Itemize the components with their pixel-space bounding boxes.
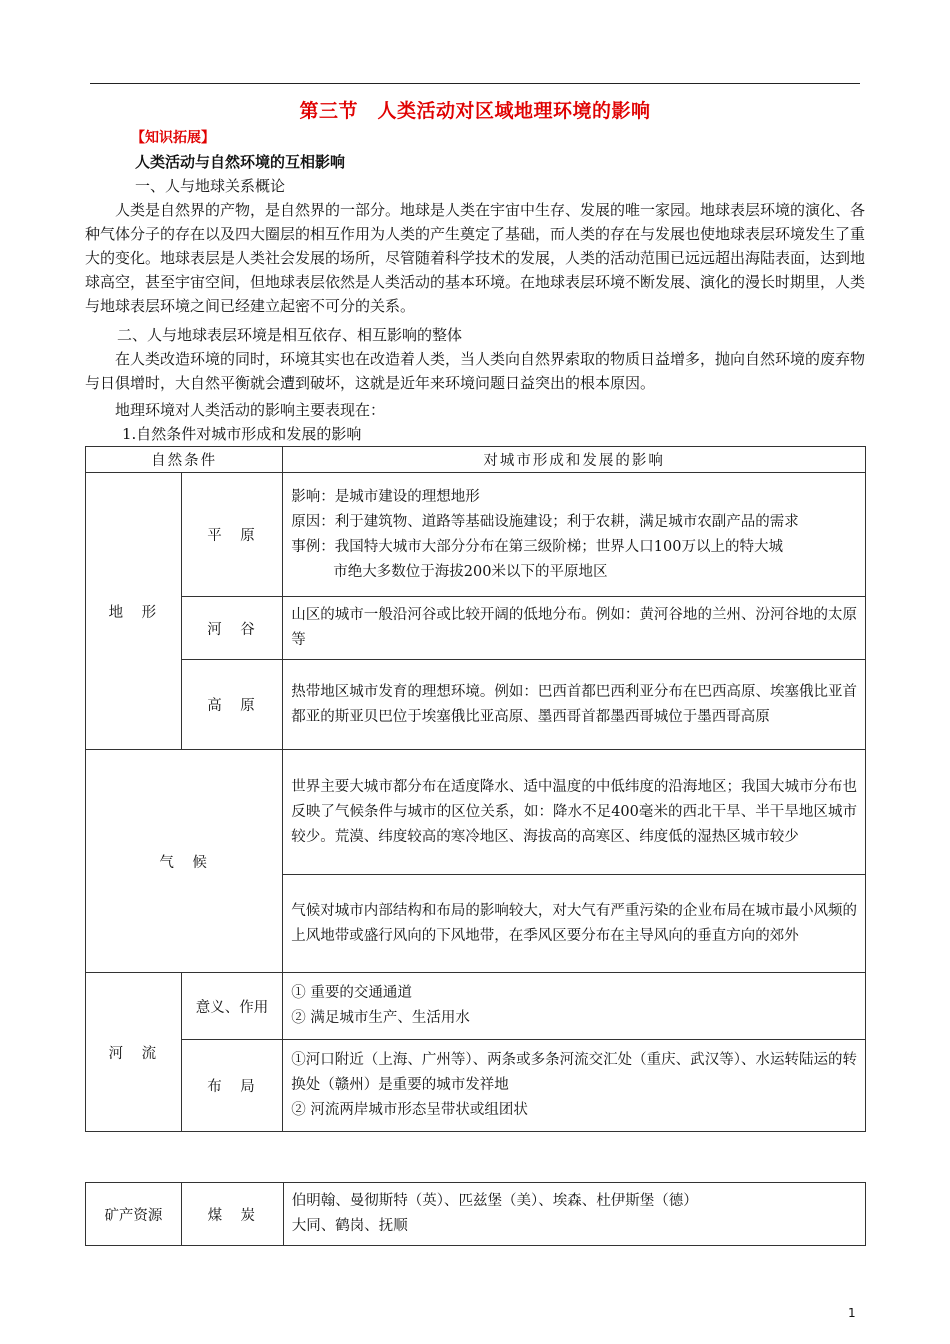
paragraph-3: 地理环境对人类活动的影响主要表现在：: [115, 401, 386, 419]
section-heading-2: 二、人与地球表层环境是相互依存、相互影响的整体: [117, 326, 463, 344]
subheading: 人类活动与自然环境的互相影响: [135, 153, 346, 171]
river-layout-line: ①河口附近（上海、广州等）、两条或多条河流交汇处（重庆、武汉等）、水运转陆运的转换处（赣州）是重要的城市发祥地: [291, 1052, 857, 1093]
city-conditions-table: [85, 446, 866, 1132]
table-row: [86, 1183, 866, 1246]
plateau-label: 高 原: [181, 660, 283, 750]
table-row: [86, 597, 866, 660]
terrain-label: 地 形: [86, 473, 182, 750]
page-title: 第三节 人类活动对区域地理环境的影响: [299, 100, 651, 122]
valley-label: 河 谷: [181, 597, 283, 660]
mineral-category: 矿产资源: [86, 1183, 182, 1246]
coal-cities-line: 大同、鹤岗、抚顺: [291, 1218, 408, 1234]
paragraph-2-text: 在人类改造环境的同时，环境其实也在改造着人类，当人类向自然界索取的物质日益增多，抛向自然环境的废弃物与日俱增时，大自然平衡就会遭到破坏，这就是近年来环境问题日益突出的根本原因。: [85, 350, 866, 392]
header-condition: 自然条件: [86, 447, 283, 473]
header-influence: 对城市形成和发展的影响: [283, 447, 866, 473]
river-meaning-label: 意义、作用: [181, 973, 283, 1040]
plain-text: [283, 473, 866, 597]
table-caption: 1.自然条件对城市形成和发展的影响: [122, 425, 362, 443]
valley-text: 山区的城市一般沿河谷或比较开阔的低地分布。例如：黄河谷地的兰州、汾河谷地的太原等: [283, 597, 866, 660]
coal-cities-line: 伯明翰、曼彻斯特（英）、匹兹堡（美）、埃森、杜伊斯堡（德）: [291, 1193, 698, 1209]
table-row: [86, 473, 866, 597]
header-rule: [90, 83, 860, 84]
river-label: 河 流: [86, 973, 182, 1132]
paragraph-1-text: 人类是自然界的产物，是自然界的一部分。地球是人类在宇宙中生存、发展的唯一家园。地球表层环境的演化、各种气体分子的存在以及四大圈层的相互作用为人类的产生奠定了基础，而人类的存在与发展也使地球表层环境发生了重大的变化。地球表层是人类社会发展的场所，尽管随着科学技术的发展，人类的活动范围已远远超出海陆表面，达到地球高空，甚至宇宙空间，但地球表层依然是人类活动的基本环境。在地球表层环境不断发展、演化的漫长时期里，人类与地球表层环境之间已经建立起密不可分的关系。: [85, 201, 866, 315]
climate-text-2: 气候对城市内部结构和布局的影响较大，对大气有严重污染的企业布局在城市最小风频的上风地带或盛行风向的下风地带，在季风区要分布在主导风向的垂直方向的郊外: [283, 875, 866, 973]
river-meaning-line: ② 满足城市生产、生活用水: [291, 1010, 470, 1026]
paragraph-2: [85, 347, 865, 395]
plateau-text: 热带地区城市发育的理想环境。例如：巴西首都巴西利亚分布在巴西高原、埃塞俄比亚首都亚的斯亚贝巴位于埃塞俄比亚高原、墨西哥首都墨西哥城位于墨西哥高原: [283, 660, 866, 750]
knowledge-tag: 【知识拓展】: [131, 130, 215, 146]
river-layout-text: [283, 1040, 866, 1132]
plain-text-line: 影响：是城市建设的理想地形: [291, 488, 480, 505]
climate-text-1: 世界主要大城市都分布在适度降水、适中温度的中低纬度的沿海地区；我国大城市分布也反映了气候条件与城市的区位关系，如：降水不足400毫米的西北干旱、半干旱地区城市较少。荒漠、纬度较高的寒冷地区、海拔高的高寒区、纬度低的湿热区城市较少: [283, 750, 866, 875]
coal-label: 煤 炭: [181, 1183, 283, 1246]
coal-cities: [283, 1183, 865, 1246]
table-row: [86, 660, 866, 750]
plain-text-line: 原因：利于建筑物、道路等基础设施建设；利于农耕，满足城市农副产品的需求: [291, 513, 799, 530]
river-layout-line: ② 河流两岸城市形态呈带状或组团状: [291, 1102, 528, 1118]
river-layout-label: 布 局: [181, 1040, 283, 1132]
table-row: [86, 750, 866, 875]
river-meaning-line: ① 重要的交通通道: [291, 985, 412, 1001]
river-meaning-text: [283, 973, 866, 1040]
mineral-resources-table: [85, 1182, 866, 1246]
table-header-row: [86, 447, 866, 473]
plain-label: 平 原: [181, 473, 283, 597]
section-heading-1: 一、人与地球关系概论: [135, 177, 286, 195]
climate-label: 气 候: [86, 750, 283, 973]
table-row: [86, 973, 866, 1040]
plain-text-line: 事例：我国特大城市大部分分布在第三级阶梯；世界人口100万以上的特大城: [291, 538, 783, 555]
plain-text-line: 市绝大多数位于海拔200米以下的平原地区: [333, 563, 608, 580]
table-row: [86, 1040, 866, 1132]
paragraph-1: [85, 198, 865, 318]
page-number: 1: [848, 1306, 856, 1320]
